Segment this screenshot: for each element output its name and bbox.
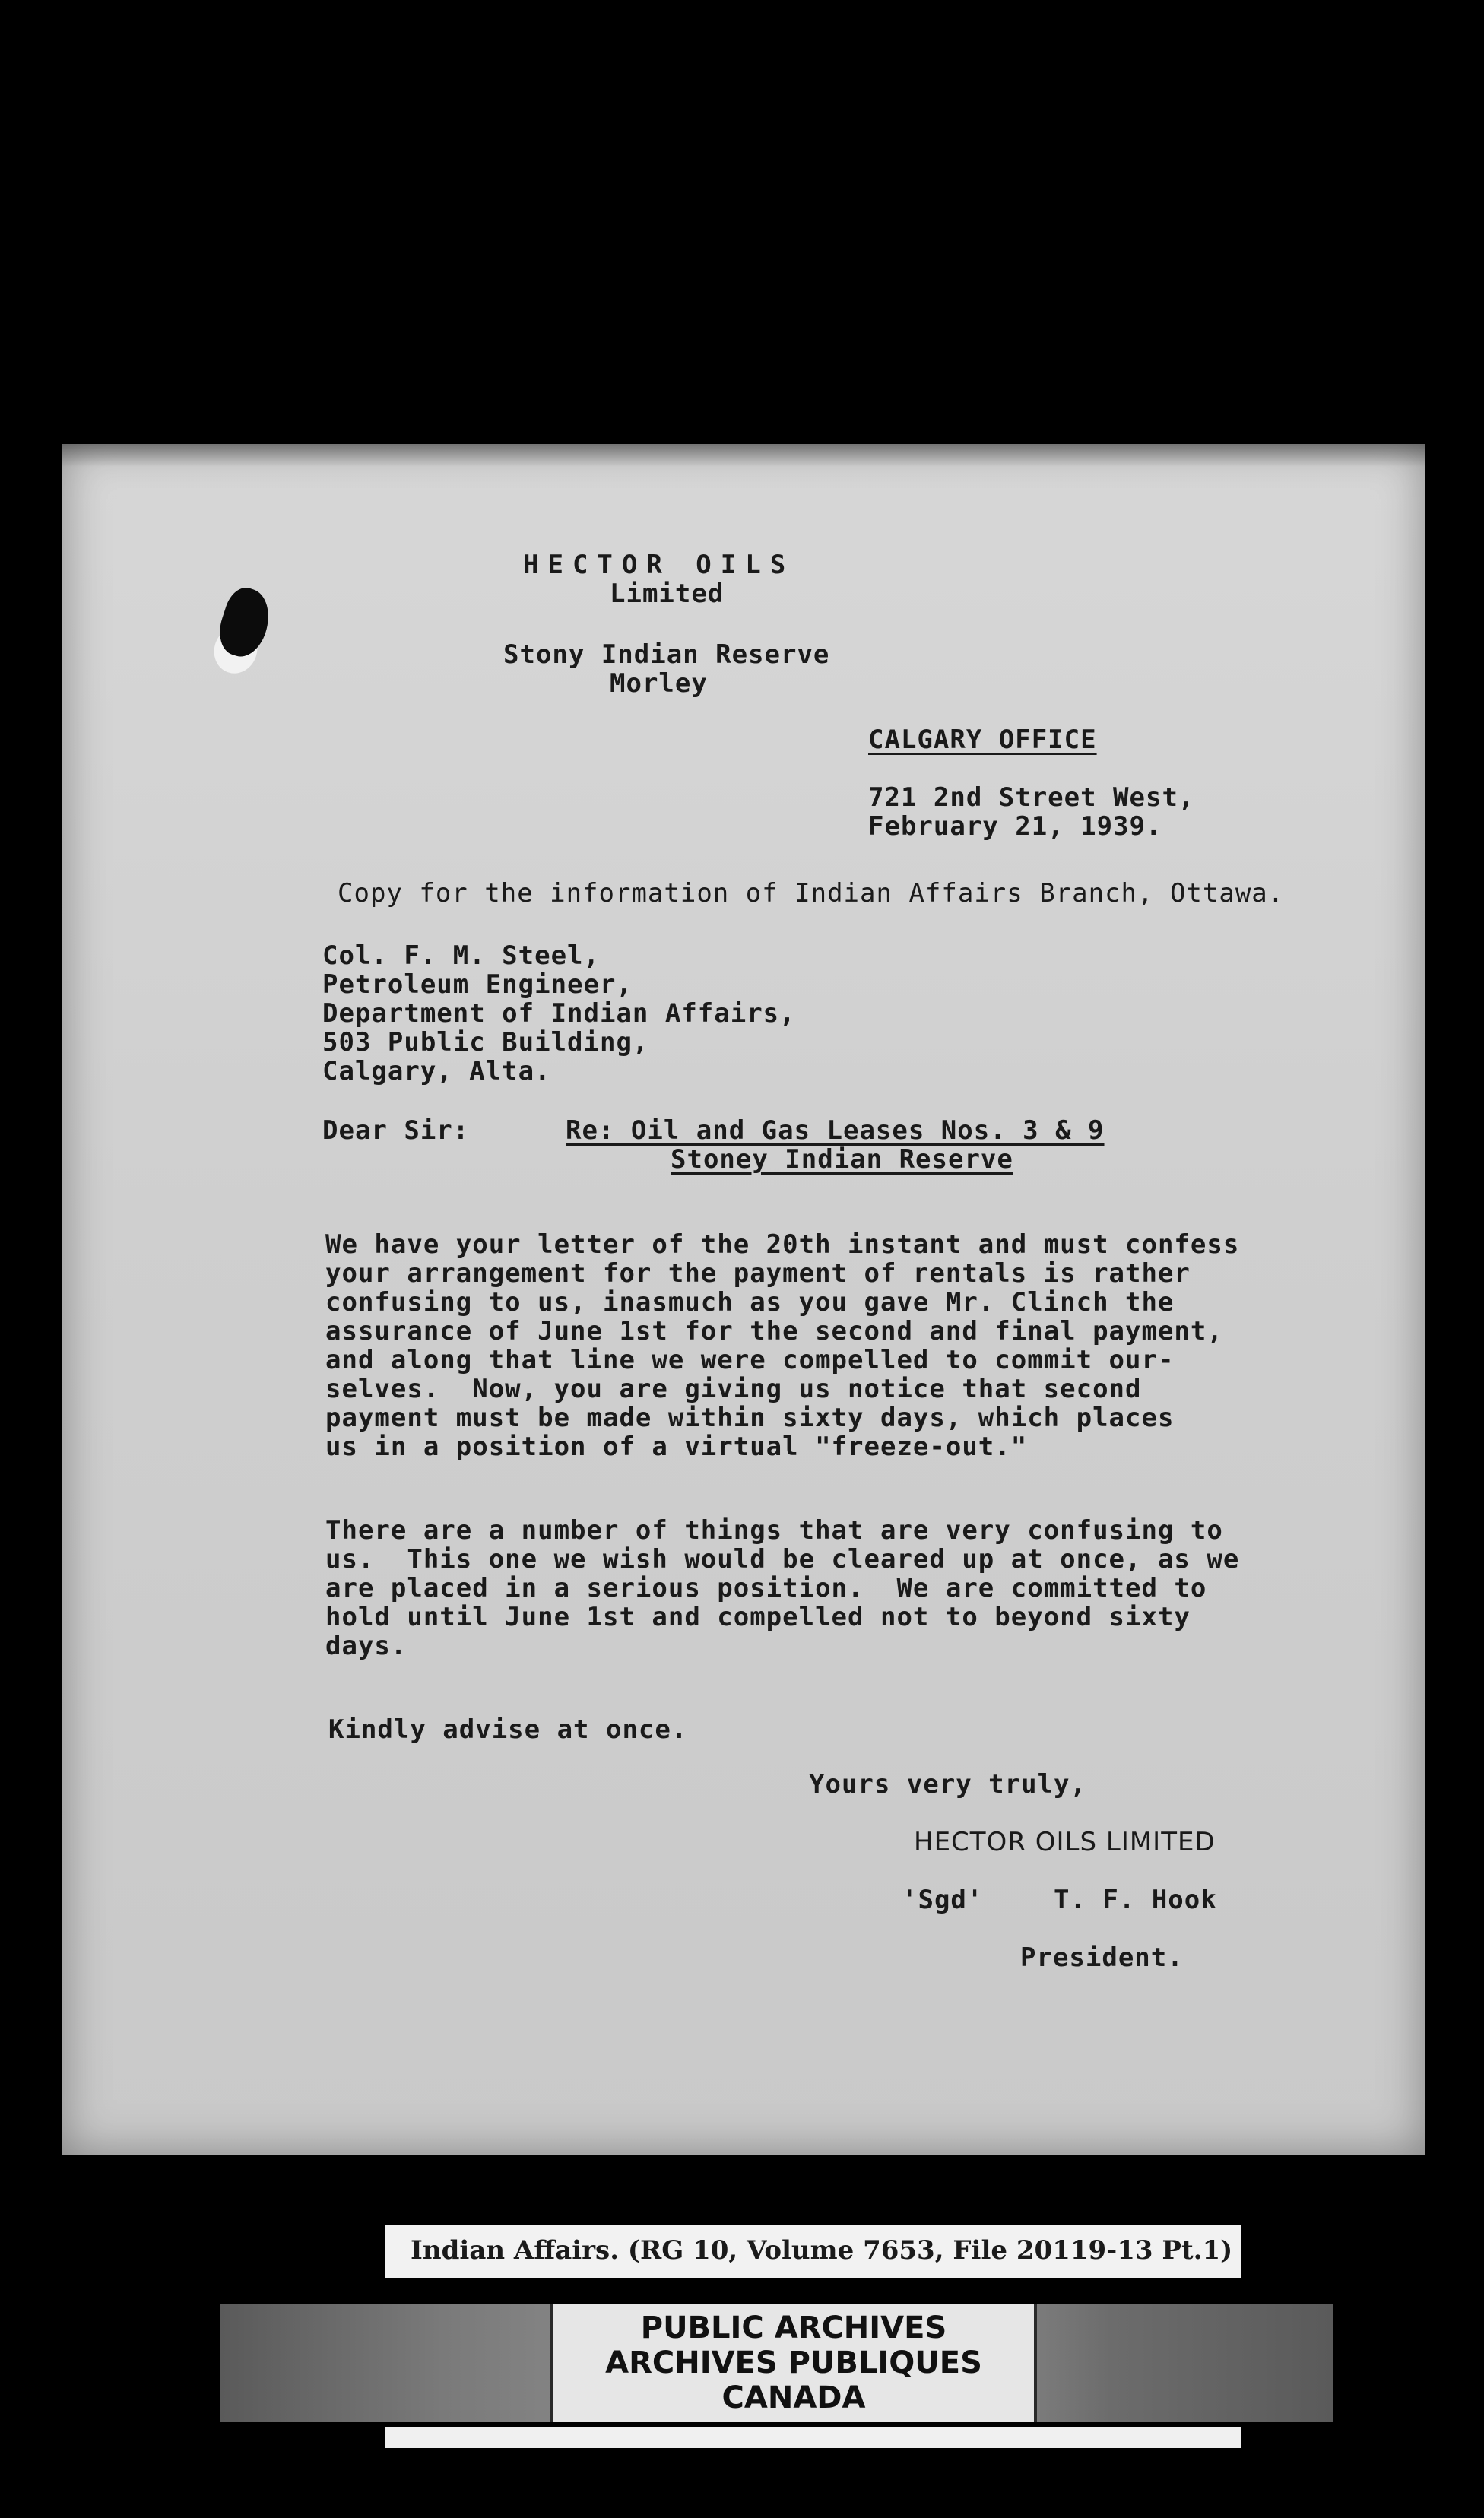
office-address: 721 2nd Street West, xyxy=(868,782,1195,813)
paragraph-line: confusing to us, inasmuch as you gave Mr. Clinch the xyxy=(325,1287,1175,1318)
paragraph-line: There are a number of things that are very confusing to xyxy=(325,1515,1223,1546)
office-name: CALGARY OFFICE xyxy=(868,725,1097,755)
letterhead-company: HECTOR OILS xyxy=(523,550,795,580)
copy-note: Copy for the information of Indian Affairs Branch, Ottawa. xyxy=(338,878,1285,909)
paragraph-line: and along that line we were compelled to commit our- xyxy=(325,1345,1175,1375)
archive-reference-text: Indian Affairs. (RG 10, Volume 7653, File 20119-13 Pt.1) xyxy=(411,2235,1233,2266)
closing-signer: T. F. Hook xyxy=(1054,1885,1217,1915)
letterhead-reserve: Stony Indian Reserve xyxy=(503,639,830,670)
recipient-line: Calgary, Alta. xyxy=(322,1056,551,1086)
letter-page xyxy=(62,444,1425,2155)
archive-reference-label xyxy=(385,2225,1241,2278)
paragraph-line: assurance of June 1st for the second and final payment, xyxy=(325,1316,1223,1346)
paragraph-line: payment must be made within sixty days, which places xyxy=(325,1403,1175,1433)
paragraph-line: selves. Now, you are giving us notice that second xyxy=(325,1374,1142,1404)
closing-complimentary: Yours very truly, xyxy=(809,1769,1086,1800)
recipient-line: 503 Public Building, xyxy=(322,1027,649,1058)
recipient-line: Petroleum Engineer, xyxy=(322,969,633,1000)
re-line-2: Stoney Indian Reserve xyxy=(671,1144,1013,1175)
letter-date: February 21, 1939. xyxy=(868,811,1162,842)
paragraph-line: We have your letter of the 20th instant and must confess xyxy=(325,1229,1240,1260)
recipient-line: Department of Indian Affairs, xyxy=(322,998,796,1029)
salutation: Dear Sir: xyxy=(322,1115,470,1146)
stamp-line-2: ARCHIVES PUBLIQUES xyxy=(605,2345,982,2380)
closing-title: President. xyxy=(1020,1942,1184,1973)
recipient-line: Col. F. M. Steel, xyxy=(322,940,600,971)
closing-company: HECTOR OILS LIMITED xyxy=(914,1827,1216,1857)
paragraph-line: days. xyxy=(325,1631,407,1661)
stamp-line-1: PUBLIC ARCHIVES xyxy=(640,2310,947,2345)
stamp-line-3: CANADA xyxy=(721,2380,866,2415)
page-top-edge xyxy=(62,444,1425,467)
archive-stamp-bar xyxy=(220,2304,1333,2422)
paragraph-line: hold until June 1st and compelled not to beyond sixty xyxy=(325,1602,1191,1632)
closing-signed: 'Sgd' xyxy=(902,1885,984,1915)
paragraph-line: your arrangement for the payment of rentals is rather xyxy=(325,1258,1191,1289)
paragraph-3: Kindly advise at once. xyxy=(328,1714,688,1745)
paragraph-line: us in a position of a virtual "freeze-out." xyxy=(325,1432,1028,1462)
letterhead-limited: Limited xyxy=(610,579,725,609)
paragraph-line: us. This one we wish would be cleared up at once, as we xyxy=(325,1544,1240,1575)
paragraph-line: are placed in a serious position. We are committed to xyxy=(325,1573,1207,1603)
archive-stamp xyxy=(550,2304,1037,2422)
letterhead-place: Morley xyxy=(610,668,708,699)
bottom-strip xyxy=(385,2427,1241,2448)
re-line-1: Re: Oil and Gas Leases Nos. 3 & 9 xyxy=(566,1115,1105,1146)
